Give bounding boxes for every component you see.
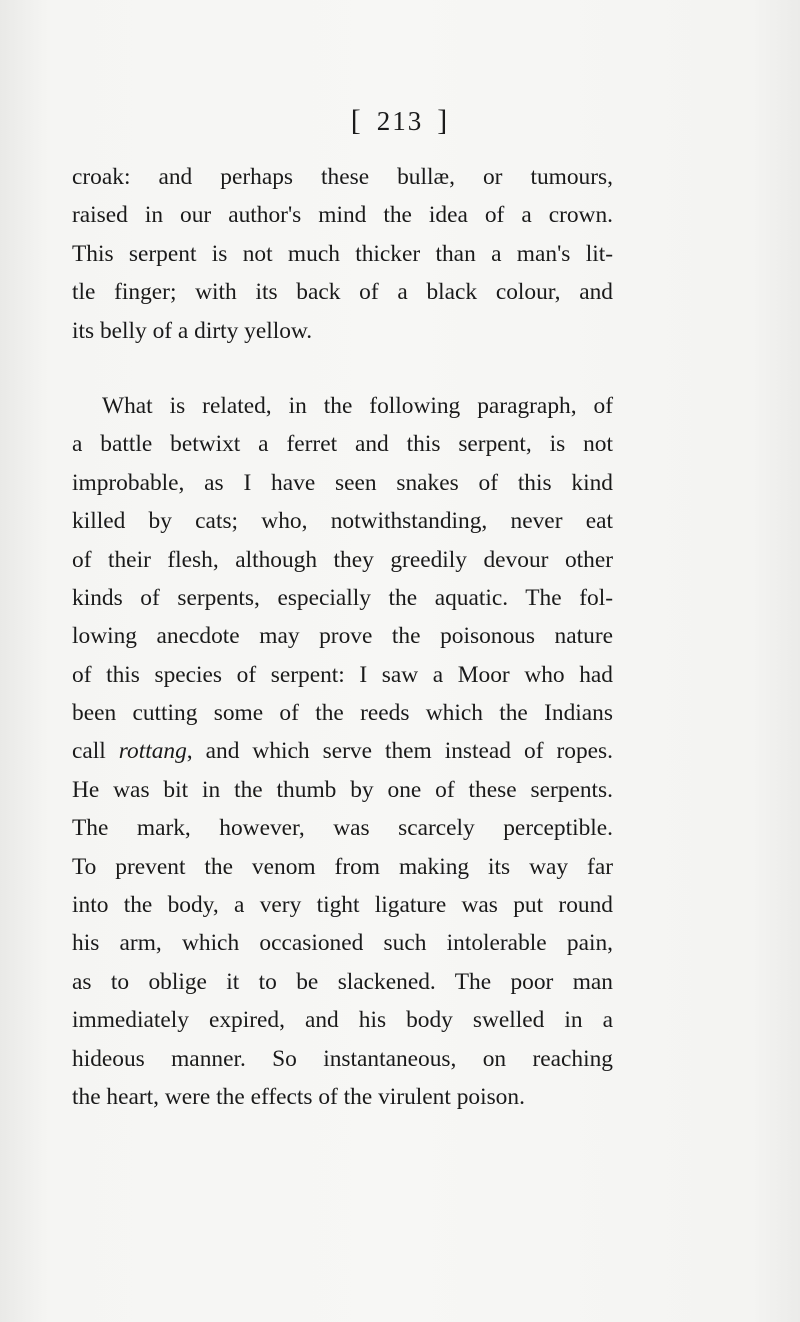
text-line: hideous manner. So instantaneous, on reaching <box>72 1045 613 1072</box>
left-bracket: [ <box>350 104 363 137</box>
text-line: of this species of serpent: I saw a Moor who had <box>72 661 613 688</box>
paragraph-1 <box>72 158 613 350</box>
text-line: the heart, were the effects of the virulent poison. <box>72 1083 525 1110</box>
italic-word: rottang <box>118 738 187 765</box>
text-line: killed by cats; who, notwithstanding, never eat <box>72 508 613 535</box>
text-line: He was bit in the thumb by one of these serpents. <box>72 776 613 803</box>
text-line: a battle betwixt a ferret and this serpent, is not <box>72 431 613 458</box>
text-line: of their flesh, although they greedily devour other <box>72 546 613 573</box>
text-line: To prevent the venom from making its way far <box>72 853 613 880</box>
text-line: improbable, as I have seen snakes of this kind <box>72 469 613 496</box>
paragraph-gap <box>72 350 613 387</box>
text-line: What is related, in the following paragraph, of <box>102 392 613 419</box>
text-line: call rottang, and which serve them instead of ropes. <box>72 738 614 765</box>
text-line: its belly of a dirty yellow. <box>72 317 313 344</box>
text-line: been cutting some of the reeds which the Indians <box>72 700 613 727</box>
text-line: into the body, a very tight ligature was put round <box>72 892 613 919</box>
text-line: croak: and perhaps these bullæ, or tumours, <box>72 164 613 190</box>
body-text <box>72 158 613 1116</box>
text-line: as to oblige it to be slackened. The poor man <box>72 968 613 995</box>
paragraph-2 <box>72 387 613 1116</box>
text-line: This serpent is not much thicker than a man's lit- <box>72 240 613 267</box>
right-bracket: ] <box>437 104 450 137</box>
page-header <box>0 104 800 138</box>
text-line: tle finger; with its back of a black colour, and <box>72 279 613 306</box>
text-line: raised in our author's mind the idea of a crown. <box>72 202 613 229</box>
text-line: immediately expired, and his body swelled in a <box>72 1007 613 1034</box>
text-line: lowing anecdote may prove the poisonous nature <box>72 623 613 650</box>
text-line: kinds of serpents, especially the aquatic. The fol- <box>72 584 613 611</box>
text-line: The mark, however, was scarcely perceptible. <box>72 815 613 842</box>
page-number: 213 <box>376 106 424 136</box>
text-line: his arm, which occasioned such intolerable pain, <box>72 930 613 957</box>
